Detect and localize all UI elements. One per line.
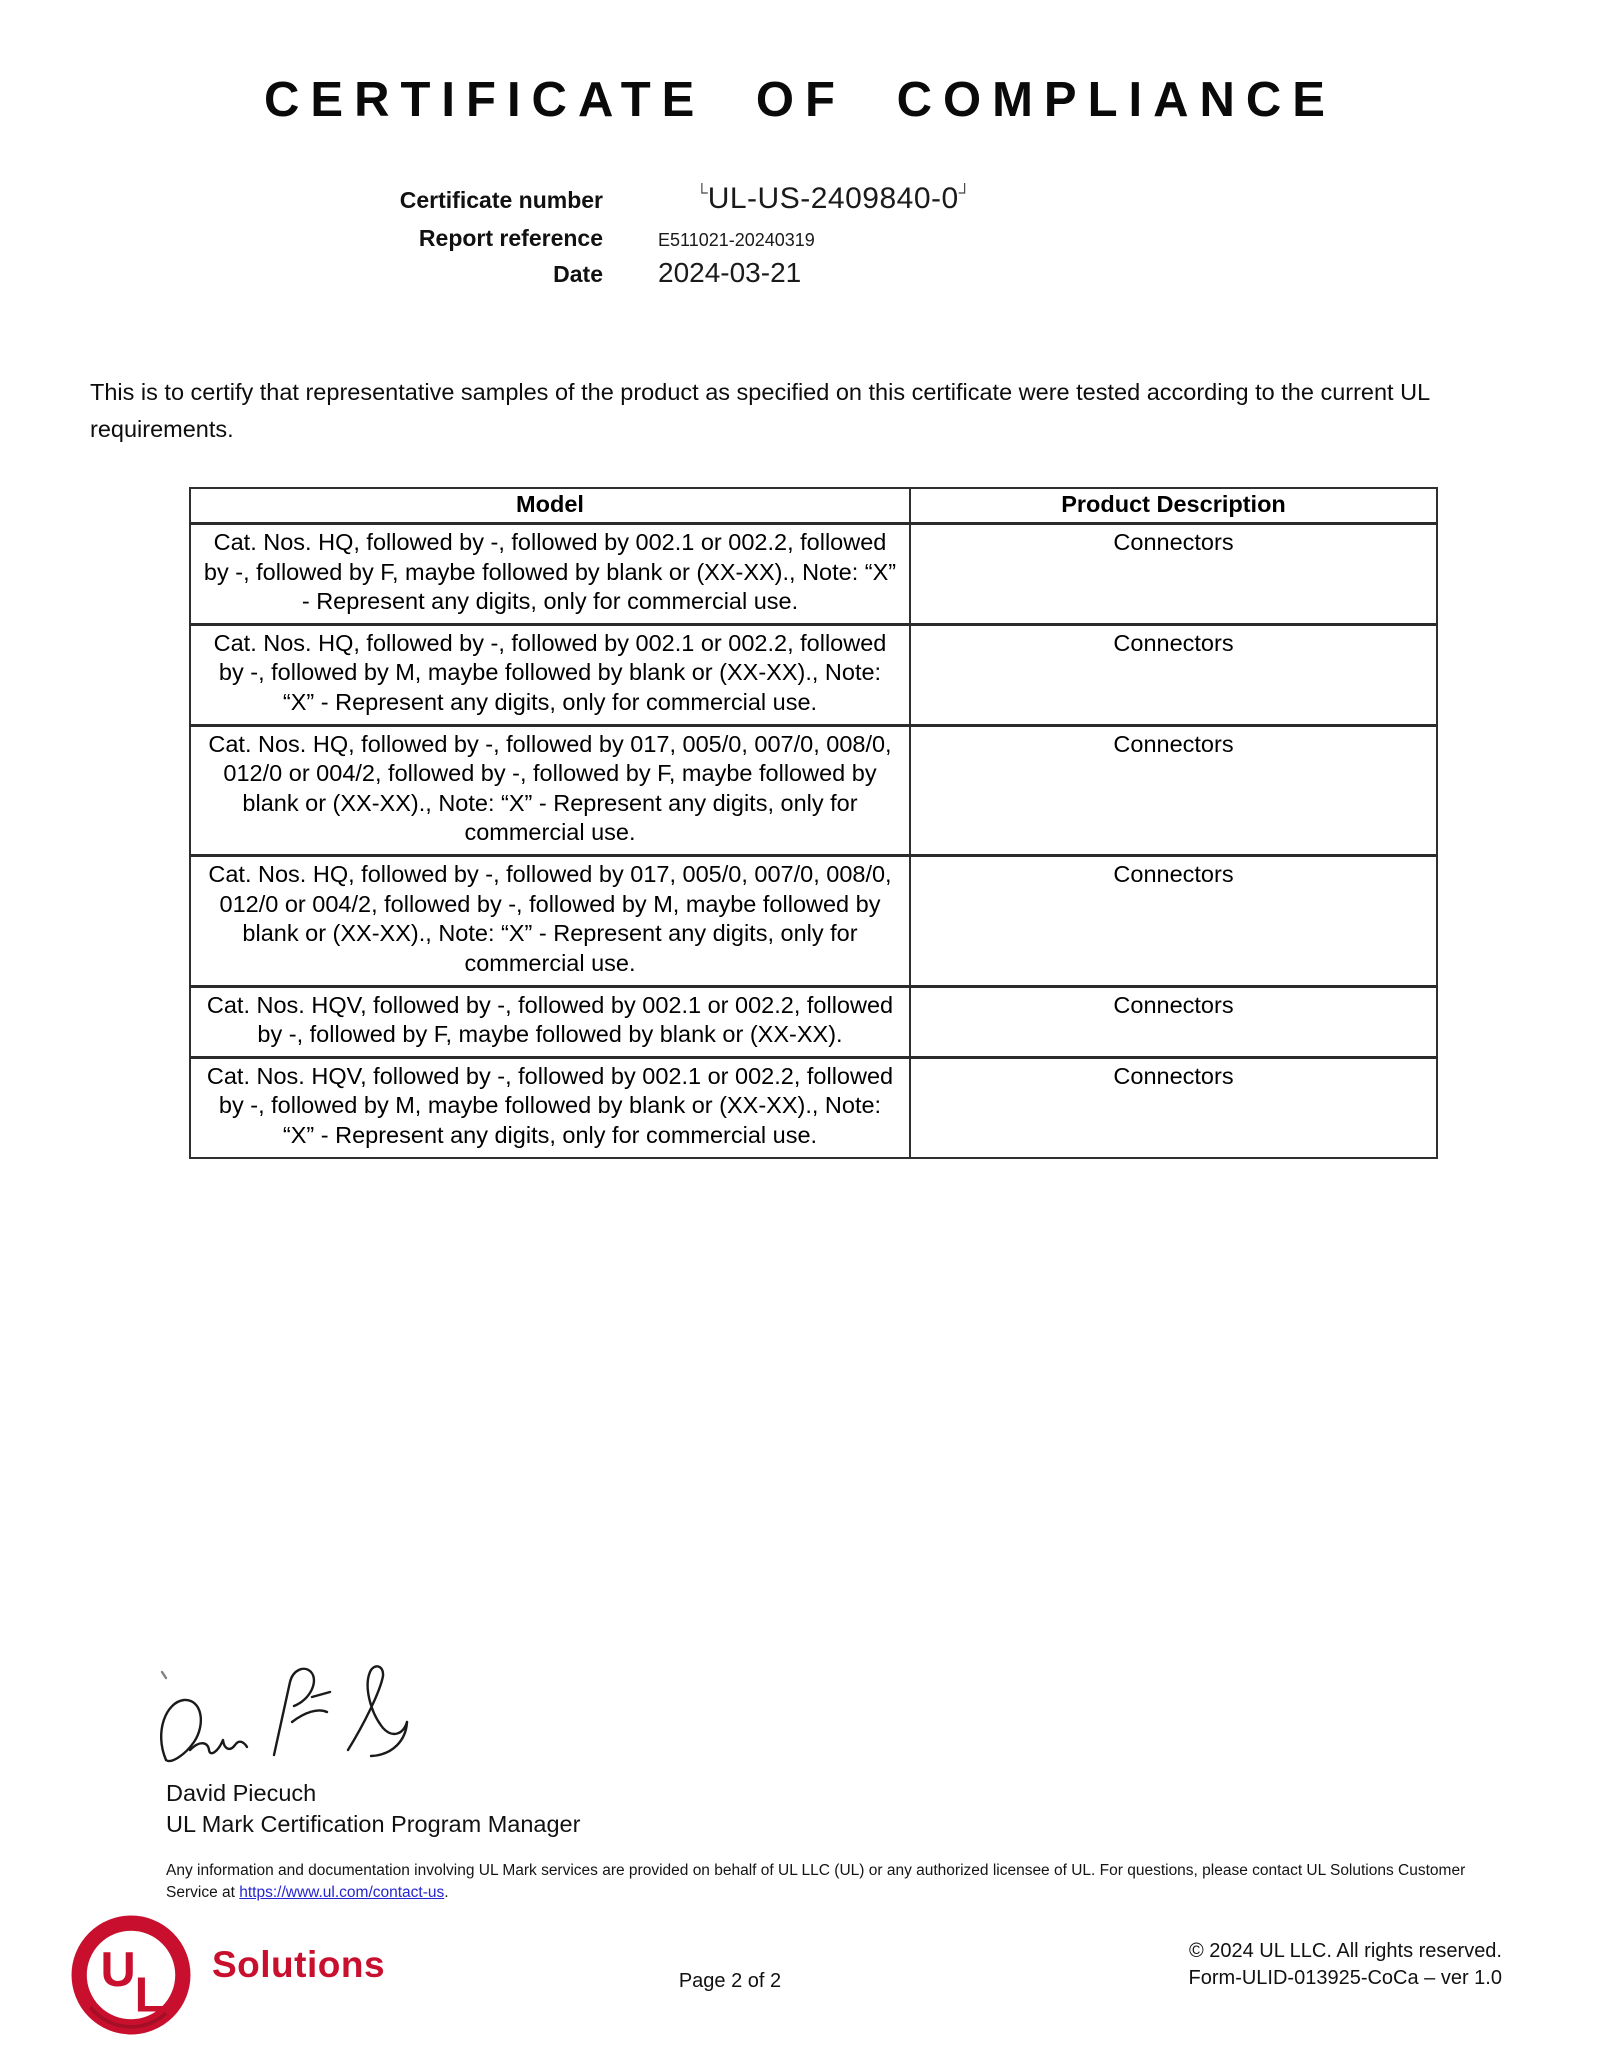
disclaimer-after: . <box>444 1884 449 1902</box>
table-header-row <box>190 488 1437 524</box>
table-row <box>190 1057 1437 1157</box>
certificate-number-value <box>658 182 970 216</box>
report-reference-value: E511021-20240319 <box>658 230 815 250</box>
signer-role: UL Mark Certification Program Manager <box>166 1810 581 1837</box>
right-corner-bracket: ┘ <box>958 183 971 202</box>
disclaimer-before: Any information and documentation involving UL Mark services are provided on behalf of UL LLC (UL) or any authorized licensee of UL. For questions, please contact UL Solutions Customer Service at <box>166 1862 1466 1902</box>
table-row <box>190 524 1437 625</box>
description-cell: Connectors <box>910 1057 1437 1157</box>
description-cell: Connectors <box>910 856 1437 986</box>
description-cell: Connectors <box>910 986 1437 1057</box>
copyright-line: © 2024 UL LLC. All rights reserved. <box>1188 1940 1502 1962</box>
description-cell: Connectors <box>910 624 1437 725</box>
description-cell: Connectors <box>910 524 1437 625</box>
signature-image <box>150 1660 450 1778</box>
contact-link[interactable]: https://www.ul.com/contact-us <box>239 1884 445 1902</box>
table-row <box>190 725 1437 855</box>
signature-block <box>150 1660 580 1839</box>
model-column-header: Model <box>190 488 910 524</box>
description-column-header: Product Description <box>910 488 1437 524</box>
model-cell: Cat. Nos. HQ, followed by -, followed by 017, 005/0, 007/0, 008/0, 012/0 or 004/2, followed by -, followed by M, maybe followed by blank or (XX-XX)., Note: “X” - Represent any digits, only for commercial use. <box>190 856 910 986</box>
table-row <box>190 986 1437 1057</box>
ul-logo <box>70 1914 192 2041</box>
model-cell: Cat. Nos. HQ, followed by -, followed by 002.1 or 002.2, followed by -, followed by F, maybe followed by blank or (XX-XX)., Note: “X” - Represent any digits, only for commercial use. <box>190 524 910 625</box>
report-reference-label: Report reference <box>418 225 603 251</box>
table-row <box>190 624 1437 725</box>
signer-name: David Piecuch <box>166 1780 317 1806</box>
model-cell: Cat. Nos. HQ, followed by -, followed by 017, 005/0, 007/0, 008/0, 012/0 or 004/2, followed by -, followed by F, maybe followed by blank or (XX-XX)., Note: “X” - Represent any digits, only for commercial use. <box>190 725 910 855</box>
page-title: CERTIFICATE OF COMPLIANCE <box>264 73 1336 127</box>
description-cell: Connectors <box>910 725 1437 855</box>
model-table <box>189 487 1438 1159</box>
form-version-line: Form-ULID-013925-CoCa – ver 1.0 <box>1188 1967 1502 1989</box>
model-cell: Cat. Nos. HQV, followed by -, followed by 002.1 or 002.2, followed by -, followed by M, maybe followed by blank or (XX-XX)., Note: “X” - Represent any digits, only for commercial use. <box>190 1057 910 1157</box>
model-cell: Cat. Nos. HQV, followed by -, followed by 002.1 or 002.2, followed by -, followed by F, maybe followed by blank or (XX-XX). <box>190 986 910 1057</box>
certificate-number-label: Certificate number <box>399 187 603 213</box>
certificate-number-row <box>90 182 970 216</box>
ul-logo-letter-u: U <box>100 1942 136 1997</box>
report-reference-row <box>90 225 970 252</box>
intro-text: This is to certify that representative samples of the product as specified on this certificate were tested according to the current UL requirements. <box>90 379 1430 443</box>
model-cell: Cat. Nos. HQ, followed by -, followed by 002.1 or 002.2, followed by -, followed by M, maybe followed by blank or (XX-XX)., Note: “X” - Represent any digits, only for commercial use. <box>190 624 910 725</box>
certificate-number-text: UL-US-2409840-0 <box>707 182 959 215</box>
ul-logo-graphic <box>70 1914 192 2036</box>
disclaimer-text <box>166 1860 1506 1905</box>
ul-logo-letter-l: L <box>134 1968 165 2023</box>
date-row <box>90 257 970 289</box>
brand-wordmark: Solutions <box>212 1944 386 1985</box>
left-corner-bracket: └ <box>696 183 708 202</box>
model-table-body <box>190 524 1437 1158</box>
certificate-meta <box>90 182 970 289</box>
date-label: Date <box>553 261 603 287</box>
page-number: Page 2 of 2 <box>678 1970 782 1992</box>
table-row <box>190 856 1437 986</box>
copyright-block <box>1189 1938 1502 1992</box>
date-value: 2024-03-21 <box>658 257 802 288</box>
